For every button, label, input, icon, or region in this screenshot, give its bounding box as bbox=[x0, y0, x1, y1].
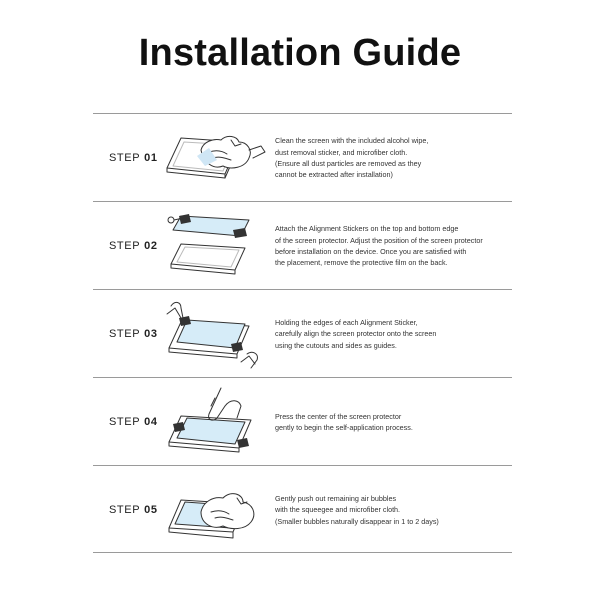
step-label-text: STEP bbox=[109, 328, 141, 340]
step-description bbox=[275, 290, 505, 378]
step-text-line: with the squeegee and microfiber cloth. bbox=[275, 505, 401, 515]
step-text-line: cannot be extracted after installation) bbox=[275, 170, 393, 180]
step-text-line: carefully align the screen protector onto the screen bbox=[275, 329, 437, 339]
step-description bbox=[275, 202, 505, 290]
step-text-line: Attach the Alignment Stickers on the top and bottom edge bbox=[275, 224, 459, 234]
step-label bbox=[109, 202, 158, 290]
step-01 bbox=[93, 114, 512, 202]
step-label-text: STEP bbox=[109, 504, 141, 516]
press-center-icon bbox=[161, 384, 271, 460]
step-text-line: (Ensure all dust particles are removed as they bbox=[275, 159, 422, 168]
step-label bbox=[109, 290, 158, 378]
step-number: 01 bbox=[144, 152, 158, 164]
step-text-line: using the cutouts and sides as guides. bbox=[275, 340, 397, 350]
step-03 bbox=[93, 290, 512, 378]
step-label bbox=[109, 378, 158, 466]
step-number: 02 bbox=[144, 240, 158, 252]
step-label-text: STEP bbox=[109, 152, 141, 164]
alignment-stickers-icon bbox=[161, 208, 271, 284]
step-label bbox=[109, 114, 158, 202]
step-text-line: Holding the edges of each Alignment Sticker, bbox=[275, 317, 418, 327]
wipe-screen-icon bbox=[161, 120, 271, 196]
step-text-line: before installation on the device. Once you are satisfied with bbox=[275, 247, 467, 256]
step-02 bbox=[93, 202, 512, 290]
step-description bbox=[275, 378, 505, 466]
step-text-line: (Smaller bubbles naturally disappear in 1 to 2 days) bbox=[275, 516, 439, 526]
step-04 bbox=[93, 378, 512, 466]
step-label-text: STEP bbox=[109, 416, 141, 428]
step-number: 05 bbox=[144, 504, 158, 516]
step-description bbox=[275, 466, 505, 554]
step-text-line: the placement, remove the protective film on the back. bbox=[275, 258, 448, 268]
step-number: 04 bbox=[144, 416, 158, 428]
step-text-line: dust removal sticker, and microfiber cloth. bbox=[275, 147, 408, 157]
step-05 bbox=[93, 466, 512, 554]
page-title: Installation Guide bbox=[138, 32, 462, 74]
align-protector-icon bbox=[161, 296, 271, 372]
step-text-line: gently to begin the self-application process. bbox=[275, 423, 413, 432]
step-number: 03 bbox=[144, 328, 158, 340]
step-text-line: of the screen protector. Adjust the position of the screen protector bbox=[275, 235, 483, 245]
step-text-line: Press the center of the screen protector bbox=[275, 411, 402, 421]
squeegee-bubbles-icon bbox=[161, 472, 271, 548]
step-text-line: Clean the screen with the included alcohol wipe, bbox=[275, 136, 429, 146]
step-description bbox=[275, 114, 505, 202]
step-label bbox=[109, 466, 158, 554]
step-label-text: STEP bbox=[109, 240, 141, 252]
step-text-line: Gently push out remaining air bubbles bbox=[275, 493, 397, 503]
